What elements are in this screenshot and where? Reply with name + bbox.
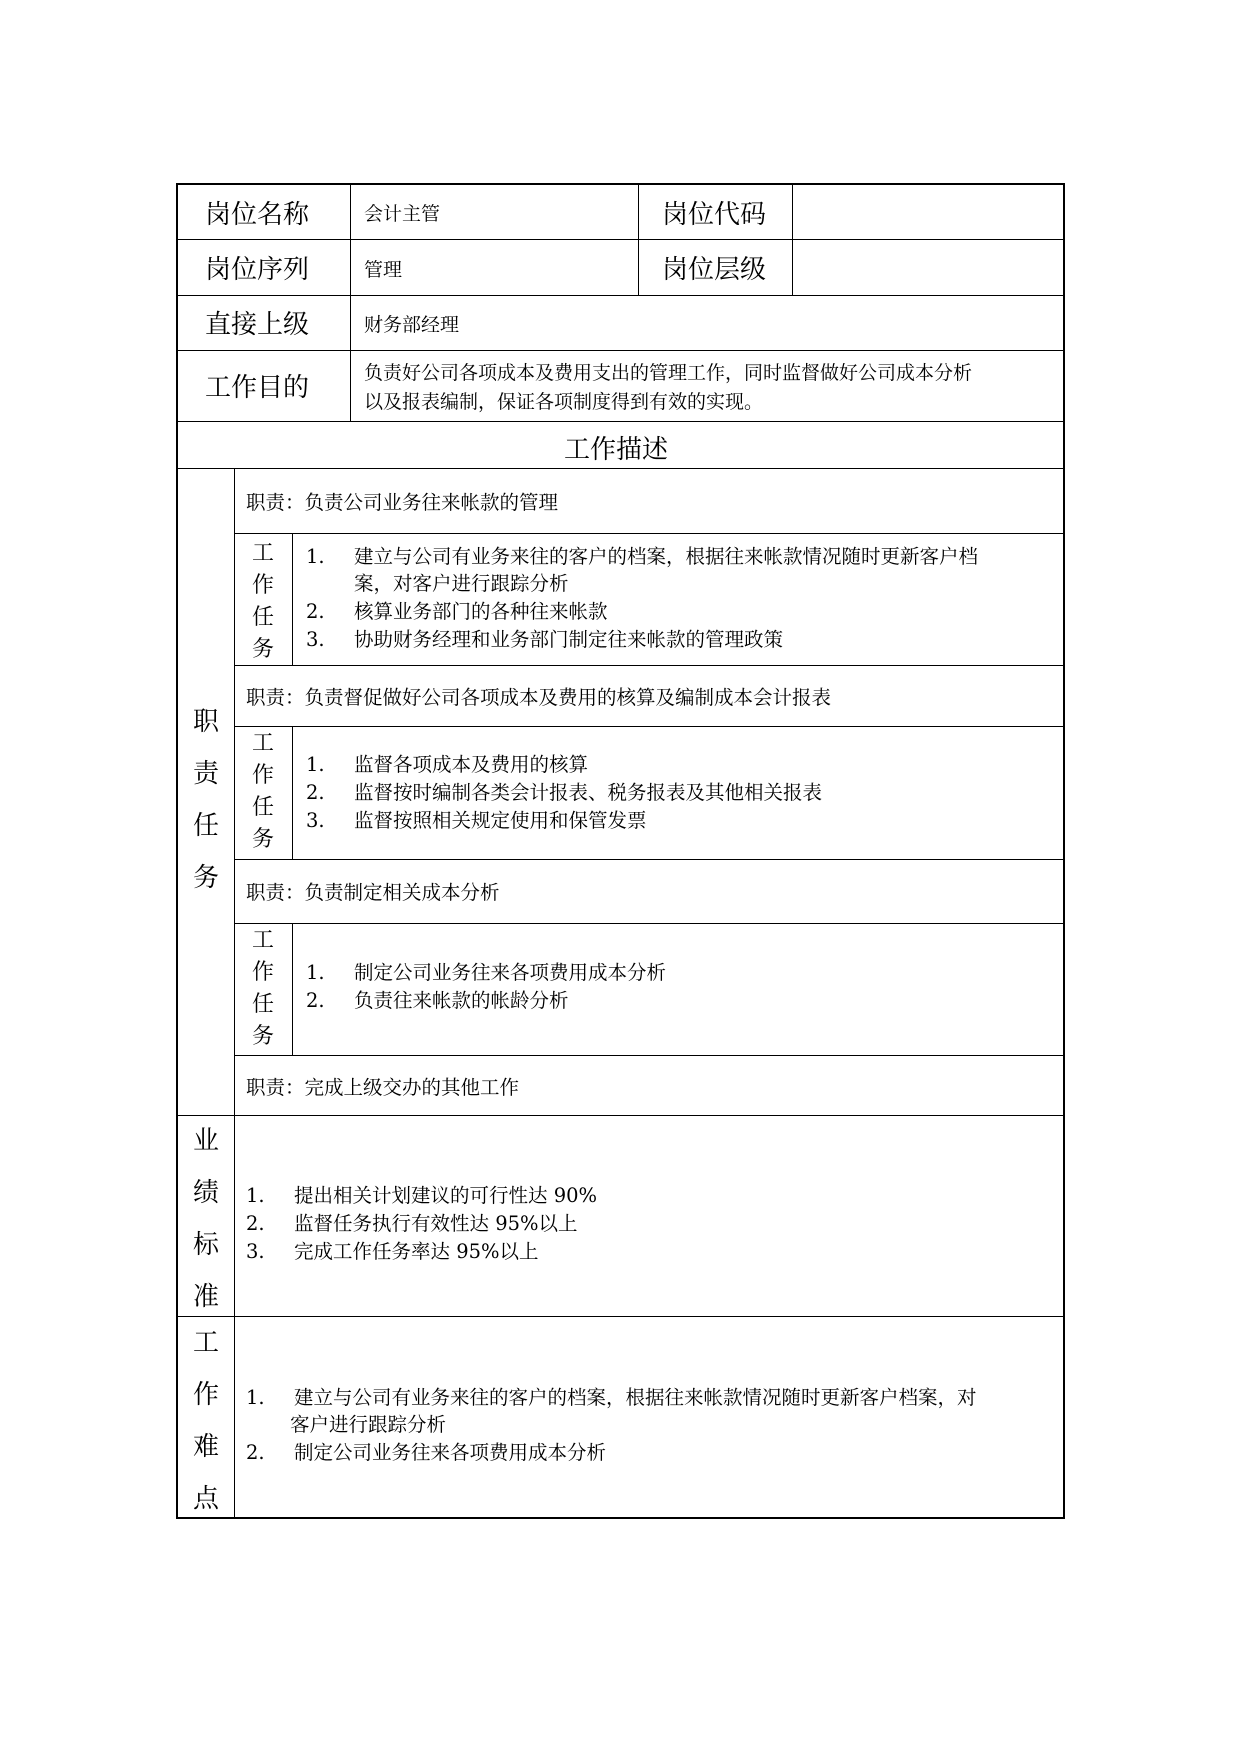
label-char: 务 [251,827,274,852]
duty-1: 职责：负责公司业务往来帐款的管理 [246,491,559,514]
task-item [306,749,588,777]
col-divider [638,185,639,295]
col-divider [292,923,293,1055]
task-number: 3. [306,809,325,832]
item-text: 建立与公司有业务来往的客户的档案，根据往来帐款情况随时更新客户档案，对 [294,1386,977,1409]
col-divider [234,468,235,1517]
label-char: 工 [192,1328,219,1358]
label-char: 业 [192,1126,219,1156]
purpose-line-1: 负责好公司各项成本及费用支出的管理工作，同时监督做好公司成本分析 [364,362,973,384]
duty-3: 职责：负责制定相关成本分析 [246,881,500,904]
task-text: 建立与公司有业务来往的客户的档案，根据往来帐款情况随时更新客户档 [354,545,979,568]
label-char: 准 [192,1282,219,1312]
supervisor-label: 直接上级 [205,310,310,340]
task-item [306,624,783,652]
label-char: 绩 [192,1178,219,1208]
label-char: 务 [251,1024,274,1049]
item-number: 2. [246,1212,265,1235]
row-divider [235,1055,1063,1056]
row-divider [178,468,1063,469]
task-number: 2. [306,989,325,1012]
task-item [306,541,978,569]
label-char: 点 [192,1484,219,1514]
position-name-value: 会计主管 [364,203,441,225]
item-text: 制定公司业务往来各项费用成本分析 [294,1441,607,1464]
row-divider [178,295,1063,296]
sequence-value: 管理 [364,259,403,281]
col-divider [292,533,293,665]
row-divider [235,859,1063,860]
item-number: 1. [246,1386,265,1409]
row-divider [178,421,1063,422]
label-char: 责 [192,759,219,789]
item-number: 3. [246,1240,265,1263]
performance-item [246,1180,597,1208]
difficulty-item [246,1382,977,1410]
task-text: 制定公司业务往来各项费用成本分析 [354,961,667,984]
item-number: 1. [246,1184,265,1207]
label-char: 标 [192,1230,219,1260]
row-divider [235,726,1063,727]
duty-2: 职责：负责督促做好公司各项成本及费用的核算及编制成本会计报表 [246,686,832,709]
col-divider [350,185,351,421]
task-number: 2. [306,781,325,804]
task-text: 核算业务部门的各种往来帐款 [354,600,608,623]
label-char: 作 [251,573,274,598]
row-divider [178,1316,1063,1317]
level-label: 岗位层级 [662,255,767,285]
task-text: 协助财务经理和业务部门制定往来帐款的管理政策 [354,628,784,651]
label-char: 职 [192,707,219,737]
performance-label [186,1115,226,1323]
row-divider [235,665,1063,666]
task-label [248,728,278,856]
col-divider [292,726,293,859]
label-char: 工 [251,731,274,756]
label-char: 务 [251,637,274,662]
task-number: 1. [306,753,325,776]
row-divider [178,1115,1063,1116]
difficulty-item-cont: 客户进行跟踪分析 [290,1413,447,1436]
task-label [248,925,278,1053]
task-number: 1. [306,545,325,568]
task-item [306,805,647,833]
position-code-label: 岗位代码 [662,200,767,230]
task-number: 1. [306,961,325,984]
label-char: 任 [251,795,274,820]
difficulties-label [186,1317,226,1525]
col-divider [792,185,793,295]
task-text: 负责往来帐款的帐龄分析 [354,989,569,1012]
label-char: 任 [192,811,219,841]
row-divider [235,923,1063,924]
item-text: 完成工作任务率达 95%以上 [294,1240,539,1263]
row-divider [235,533,1063,534]
label-char: 工 [251,541,274,566]
performance-item [246,1208,578,1236]
label-char: 任 [251,605,274,630]
job-description-table [176,183,1065,1519]
position-name-label: 岗位名称 [205,200,310,230]
purpose-label: 工作目的 [205,373,310,403]
task-text: 监督各项成本及费用的核算 [354,753,589,776]
label-char: 作 [251,960,274,985]
item-text: 监督任务执行有效性达 95%以上 [294,1212,578,1235]
task-text: 监督按时编制各类会计报表、税务报表及其他相关报表 [354,781,823,804]
label-char: 作 [192,1380,219,1410]
sequence-label: 岗位序列 [205,255,310,285]
supervisor-value: 财务部经理 [364,314,460,336]
difficulty-item [246,1437,606,1465]
task-number: 3. [306,628,325,651]
task-text: 监督按照相关规定使用和保管发票 [354,809,647,832]
performance-item [246,1236,539,1264]
label-char: 作 [251,763,274,788]
duties-section-label [186,696,226,904]
task-item [306,596,608,624]
item-text: 提出相关计划建议的可行性达 90% [294,1184,598,1207]
task-item-cont: 案，对客户进行跟踪分析 [354,572,569,595]
task-item [306,957,666,985]
description-title: 工作描述 [564,435,669,465]
task-item [306,777,822,805]
row-divider [178,350,1063,351]
label-char: 务 [192,863,219,893]
task-item [306,985,569,1013]
label-char: 工 [251,928,274,953]
purpose-line-2: 以及报表编制，保证各项制度得到有效的实现。 [364,391,764,413]
item-number: 2. [246,1441,265,1464]
duty-4: 职责：完成上级交办的其他工作 [246,1076,520,1099]
label-char: 难 [192,1432,219,1462]
task-label [248,538,278,666]
task-number: 2. [306,600,325,623]
row-divider [178,239,1063,240]
label-char: 任 [251,992,274,1017]
